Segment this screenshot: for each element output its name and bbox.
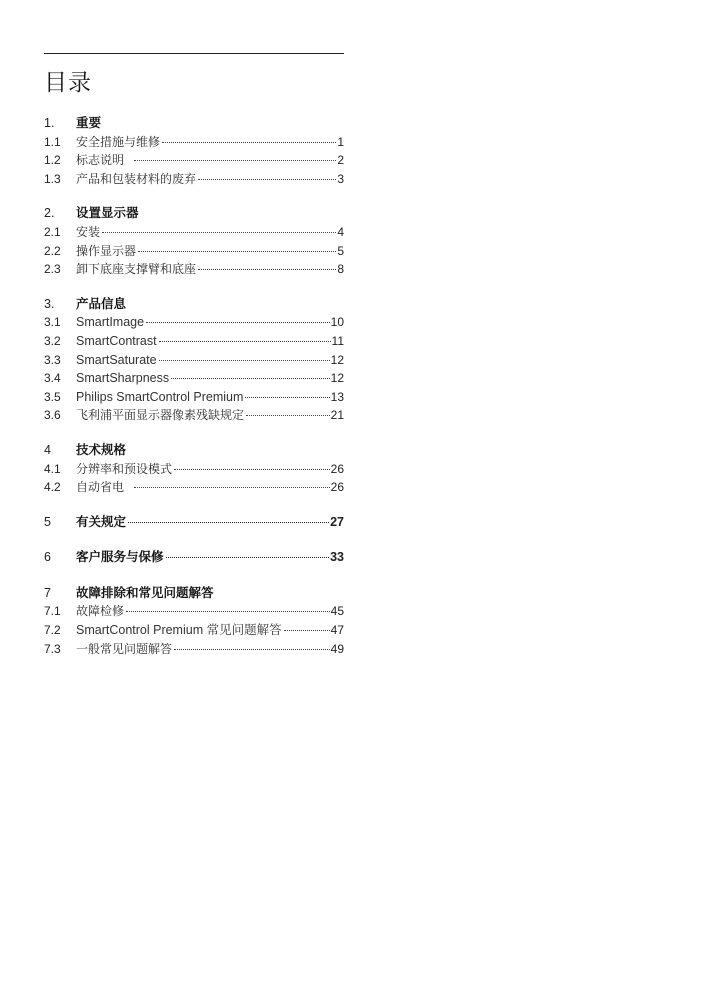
- section-title: 产品信息: [76, 295, 127, 311]
- entry-number: 7.2: [44, 623, 61, 638]
- toc-entry-1-2[interactable]: [44, 151, 344, 170]
- entry-page: 26: [330, 480, 344, 495]
- toc-section-5: [44, 513, 344, 532]
- section-title: 故障排除和常见问题解答: [76, 584, 214, 600]
- dot-leader: [102, 232, 336, 233]
- entry-number: 1.2: [44, 153, 61, 168]
- toc-entry-3-1[interactable]: [44, 313, 344, 332]
- section-number: 7: [44, 585, 51, 600]
- entry-label: SmartSharpness: [76, 371, 170, 386]
- entry-label: 标志说明: [76, 153, 125, 168]
- toc-heading-6[interactable]: [44, 548, 344, 567]
- toc-entry-4-2[interactable]: [44, 478, 344, 497]
- entry-number: 4.1: [44, 461, 61, 476]
- entry-label: 故障检修: [76, 604, 125, 619]
- entry-label: 安装: [76, 224, 101, 239]
- entry-number: 7.3: [44, 641, 61, 656]
- toc-entry-7-3[interactable]: [44, 640, 344, 659]
- dot-leader: [198, 179, 336, 180]
- section-number: 4: [44, 442, 51, 457]
- section-title: 有关规定: [76, 513, 127, 529]
- table-of-contents: [44, 114, 344, 674]
- entry-page: 12: [330, 352, 344, 367]
- entry-label: 安全措施与维修: [76, 134, 161, 149]
- entry-page: 2: [337, 153, 344, 168]
- toc-entry-4-1[interactable]: [44, 460, 344, 479]
- toc-entry-1-1[interactable]: [44, 133, 344, 152]
- dot-leader: [126, 611, 330, 612]
- toc-entry-3-4[interactable]: [44, 369, 344, 388]
- section-title: 客户服务与保修: [76, 549, 164, 565]
- dot-leader: [245, 397, 329, 398]
- entry-label: 分辨率和预设模式: [76, 461, 173, 476]
- toc-entry-7-2[interactable]: [44, 621, 344, 640]
- dot-leader: [198, 269, 336, 270]
- toc-entry-3-5[interactable]: [44, 388, 344, 407]
- entry-page: 1: [337, 134, 344, 149]
- dot-leader: [284, 630, 330, 631]
- entry-page: 21: [330, 408, 344, 423]
- entry-label: 自动省电: [76, 480, 125, 495]
- entry-page: 45: [330, 604, 344, 619]
- dot-leader: [166, 557, 330, 558]
- toc-entry-2-1[interactable]: [44, 223, 344, 242]
- entry-number: 4.2: [44, 480, 61, 495]
- dot-leader: [174, 469, 330, 470]
- dot-leader: [146, 322, 330, 323]
- entry-number: 1.1: [44, 134, 61, 149]
- toc-section-3: [44, 295, 344, 425]
- dot-leader: [138, 251, 336, 252]
- entry-label: 飞利浦平面显示器像素残缺规定: [76, 408, 245, 423]
- entry-number: 3.5: [44, 389, 61, 404]
- entry-label: SmartContrast: [76, 333, 157, 348]
- dot-leader: [246, 415, 330, 416]
- section-number: 5: [44, 514, 51, 529]
- entry-number: 3.4: [44, 371, 61, 386]
- entry-label: SmartSaturate: [76, 352, 157, 367]
- toc-entry-1-3[interactable]: [44, 170, 344, 189]
- entry-page: 49: [330, 641, 344, 656]
- section-title: 重要: [76, 115, 102, 130]
- entry-label: 一般常见问题解答: [76, 641, 173, 656]
- section-page: 33: [330, 550, 344, 565]
- entry-page: 11: [331, 333, 344, 348]
- entry-page: 10: [330, 315, 344, 330]
- section-title: 技术规格: [76, 441, 127, 457]
- entry-number: 7.1: [44, 604, 61, 619]
- toc-section-4: [44, 441, 344, 497]
- section-number: 2.: [44, 206, 55, 221]
- dot-leader: [174, 649, 330, 650]
- entry-label: 产品和包装材料的废弃: [76, 171, 197, 186]
- toc-entry-2-2[interactable]: [44, 242, 344, 261]
- entry-number: 3.2: [44, 333, 61, 348]
- top-rule: [44, 53, 344, 54]
- entry-page: 12: [330, 371, 344, 386]
- entry-page: 5: [337, 243, 344, 258]
- entry-number: 2.3: [44, 262, 61, 277]
- entry-label: 操作显示器: [76, 243, 137, 258]
- entry-label: SmartControl Premium 常见问题解答: [76, 623, 282, 638]
- toc-heading-7[interactable]: [44, 584, 344, 603]
- entry-number: 2.1: [44, 224, 61, 239]
- toc-section-7: [44, 584, 344, 658]
- toc-section-6: [44, 548, 344, 567]
- entry-number: 3.6: [44, 408, 61, 423]
- dot-leader: [159, 341, 331, 342]
- entry-page: 47: [330, 623, 344, 638]
- dot-leader: [171, 378, 330, 379]
- entry-page: 3: [337, 171, 344, 186]
- entry-page: 8: [337, 262, 344, 277]
- toc-entry-3-2[interactable]: [44, 332, 344, 351]
- dot-leader: [134, 487, 330, 488]
- toc-entry-3-6[interactable]: [44, 406, 344, 425]
- entry-label: 卸下底座支撑臂和底座: [76, 262, 197, 277]
- section-number: 3.: [44, 296, 55, 311]
- toc-heading-2[interactable]: [44, 204, 344, 223]
- dot-leader: [159, 360, 330, 361]
- dot-leader: [162, 142, 336, 143]
- entry-label: SmartImage: [76, 315, 145, 330]
- entry-page: 13: [330, 389, 344, 404]
- entry-number: 3.1: [44, 315, 61, 330]
- entry-label: Philips SmartControl Premium: [76, 389, 244, 404]
- entry-page: 4: [337, 224, 344, 239]
- toc-section-2: [44, 204, 344, 278]
- entry-number: 2.2: [44, 243, 61, 258]
- dot-leader: [134, 160, 336, 161]
- page-title: 目录: [44, 70, 92, 96]
- section-number: 6: [44, 550, 51, 565]
- toc-heading-3[interactable]: [44, 295, 344, 314]
- entry-page: 26: [330, 461, 344, 476]
- section-number: 1.: [44, 116, 55, 130]
- toc-heading-1[interactable]: [44, 114, 344, 133]
- dot-leader: [128, 522, 329, 523]
- toc-section-1: [44, 114, 344, 188]
- toc-heading-4[interactable]: [44, 441, 344, 460]
- toc-entry-3-3[interactable]: [44, 351, 344, 370]
- toc-heading-5[interactable]: [44, 513, 344, 532]
- entry-number: 3.3: [44, 352, 61, 367]
- toc-entry-7-1[interactable]: [44, 602, 344, 621]
- toc-entry-2-3[interactable]: [44, 260, 344, 279]
- section-page: 27: [330, 514, 344, 529]
- entry-number: 1.3: [44, 171, 61, 186]
- section-title: 设置显示器: [76, 205, 139, 221]
